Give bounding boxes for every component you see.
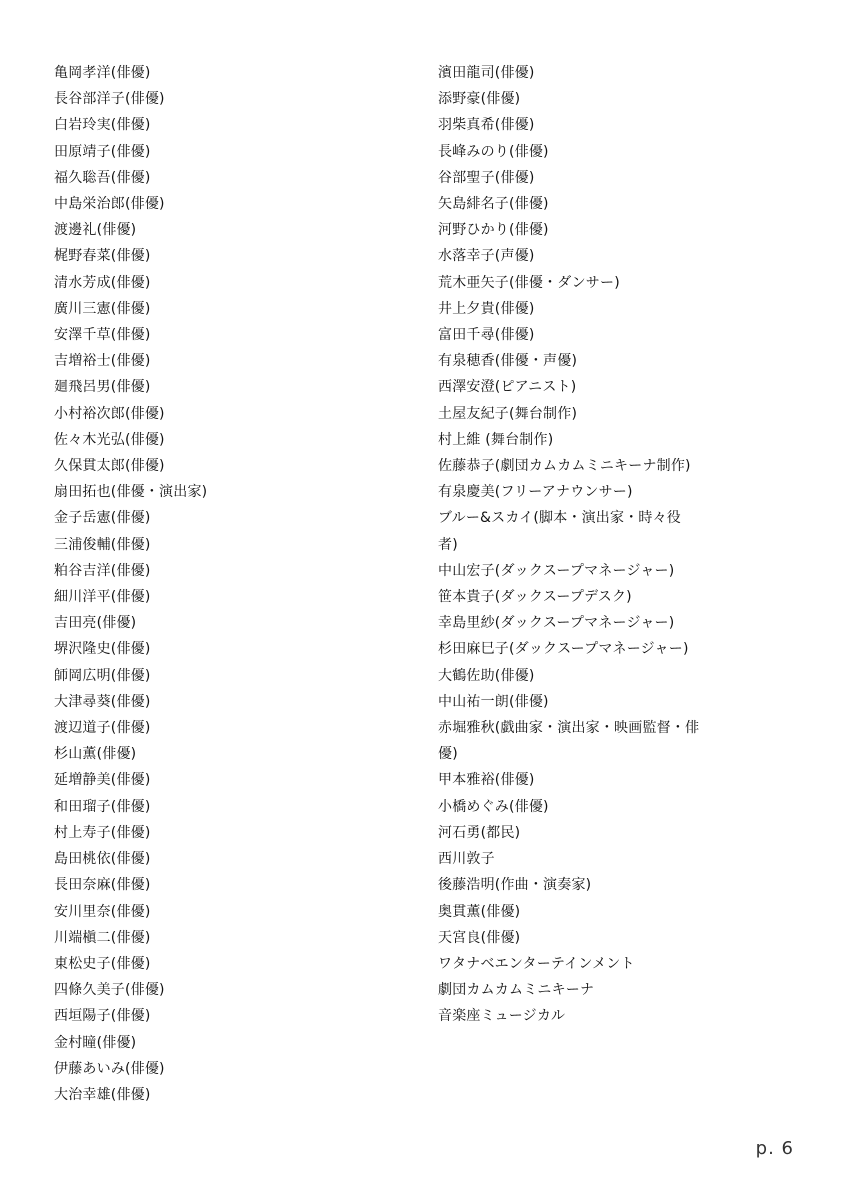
list-item: 谷部聖子(俳優) <box>438 169 535 186</box>
list-item: 長峰みのり(俳優) <box>438 143 549 160</box>
list-item: 劇団カムカムミニキーナ <box>438 982 595 999</box>
list-item: 福久聡吾(俳優) <box>54 169 151 186</box>
list-item: 四條久美子(俳優) <box>54 982 165 999</box>
list-item: 安川里奈(俳優) <box>54 903 151 920</box>
list-item: 吉田亮(俳優) <box>54 615 137 632</box>
list-item: 天宮良(俳優) <box>438 929 521 946</box>
list-item: 伊藤あいみ(俳優) <box>54 1060 165 1077</box>
list-item: 佐々木光弘(俳優) <box>54 431 165 448</box>
list-item: 杉山薫(俳優) <box>54 746 137 763</box>
list-item: 杉田麻巳子(ダックスープマネージャー) <box>438 641 689 658</box>
list-item: 白岩玲実(俳優) <box>54 117 151 134</box>
list-item: 赤堀雅秋(戯曲家・演出家・映画監督・俳優) <box>438 720 700 763</box>
list-item: 河野ひかり(俳優) <box>438 222 549 239</box>
list-item: 村上寿子(俳優) <box>54 824 151 841</box>
list-item: 長谷部洋子(俳優) <box>54 91 165 108</box>
list-item: 笹本貴子(ダックスープデスク) <box>438 589 632 606</box>
list-item: 延増静美(俳優) <box>54 772 151 789</box>
list-item: 島田桃依(俳優) <box>54 851 151 868</box>
list-item: 細川洋平(俳優) <box>54 589 151 606</box>
list-item: 金子岳憲(俳優) <box>54 510 151 527</box>
list-item: 音楽座ミュージカル <box>438 1008 566 1025</box>
list-item: 村上維 (舞台制作) <box>438 431 554 448</box>
names-list-right <box>438 60 700 1030</box>
list-item: 扇田拓也(俳優・演出家) <box>54 484 208 501</box>
list-item: 小橋めぐみ(俳優) <box>438 798 549 815</box>
list-item: 廣川三憲(俳優) <box>54 300 151 317</box>
list-item: 師岡広明(俳優) <box>54 667 151 684</box>
page-number: p. 6 <box>755 1138 794 1159</box>
list-item: 粕谷吉洋(俳優) <box>54 562 151 579</box>
list-item: ブルー&スカイ(脚本・演出家・時々役者) <box>438 510 681 553</box>
list-item: 濱田龍司(俳優) <box>438 65 535 81</box>
list-item: 荒木亜矢子(俳優・ダンサー) <box>438 274 620 291</box>
list-item: 大治幸雄(俳優) <box>54 1086 151 1103</box>
list-item: 中島栄治郎(俳優) <box>54 196 165 213</box>
list-item: 田原靖子(俳優) <box>54 143 151 160</box>
list-item: 大津尋葵(俳優) <box>54 693 151 710</box>
list-item: 渡邊礼(俳優) <box>54 222 137 239</box>
list-item: 中山祐一朗(俳優) <box>438 693 549 710</box>
list-item: 水落幸子(声優) <box>438 248 535 265</box>
list-item: 亀岡孝洋(俳優) <box>54 65 151 81</box>
list-item: 羽柴真希(俳優) <box>438 117 535 134</box>
list-item: 安澤千草(俳優) <box>54 327 151 344</box>
list-item: 大鶴佐助(俳優) <box>438 667 535 684</box>
list-item: 富田千尋(俳優) <box>438 327 535 344</box>
list-item: 井上夕貴(俳優) <box>438 300 535 317</box>
list-item: 奥貫薫(俳優) <box>438 903 521 920</box>
list-item: 金村瞳(俳優) <box>54 1034 137 1051</box>
list-item: 三浦俊輔(俳優) <box>54 536 151 553</box>
list-item: 久保貫太郎(俳優) <box>54 458 165 475</box>
list-item: 河石勇(都民) <box>438 824 521 841</box>
list-item: 中山宏子(ダックスープマネージャー) <box>438 562 675 579</box>
list-item: 矢島緋名子(俳優) <box>438 196 549 213</box>
list-item: 有泉慶美(フリーアナウンサー) <box>438 484 633 501</box>
list-item: 小村裕次郎(俳優) <box>54 405 165 422</box>
list-item: 佐藤恭子(劇団カムカムミニキーナ制作) <box>438 458 691 475</box>
list-item: 西垣陽子(俳優) <box>54 1008 151 1025</box>
list-item: 梶野春菜(俳優) <box>54 248 151 265</box>
list-item: ワタナベエンターテインメント <box>438 955 635 972</box>
list-item: 吉増裕士(俳優) <box>54 353 151 370</box>
list-item: 廻飛呂男(俳優) <box>54 379 151 396</box>
list-item: 幸島里紗(ダックスープマネージャー) <box>438 615 675 632</box>
list-item: 長田奈麻(俳優) <box>54 877 151 894</box>
list-item: 添野豪(俳優) <box>438 91 521 108</box>
list-item: 東松史子(俳優) <box>54 955 151 972</box>
list-item: 川端槇二(俳優) <box>54 929 151 946</box>
list-item: 渡辺道子(俳優) <box>54 720 151 737</box>
list-item: 有泉穂香(俳優・声優) <box>438 353 578 370</box>
list-item: 甲本雅裕(俳優) <box>438 772 535 789</box>
list-item: 西川敦子 <box>438 851 495 868</box>
list-item: 西澤安澄(ピアニスト) <box>438 379 577 396</box>
names-list-left <box>54 60 384 1108</box>
list-item: 和田瑠子(俳優) <box>54 798 151 815</box>
list-item: 清水芳成(俳優) <box>54 274 151 291</box>
list-item: 堺沢隆史(俳優) <box>54 641 151 658</box>
list-item: 土屋友紀子(舞台制作) <box>438 405 578 422</box>
list-item: 後藤浩明(作曲・演奏家) <box>438 877 592 894</box>
